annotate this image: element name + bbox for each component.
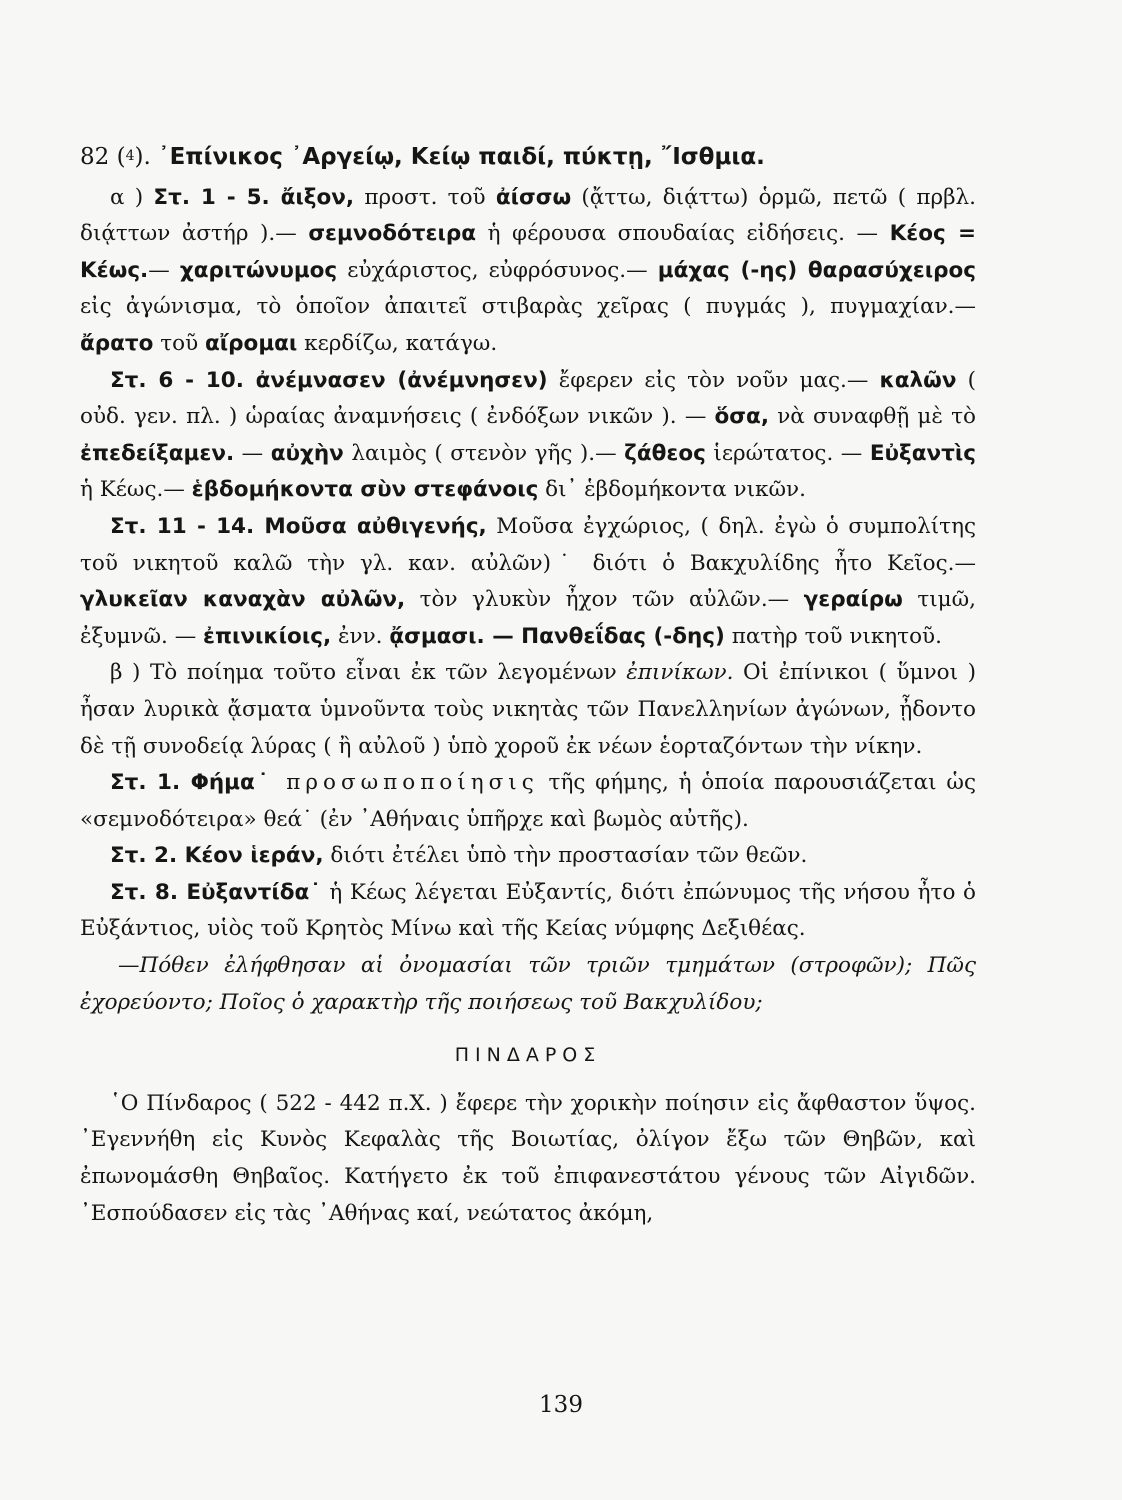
term: γεραίρω	[803, 587, 903, 613]
paragraph-st-11-14	[80, 509, 976, 655]
gloss: Μοῦσα ἐγχώριος, ( δηλ. ἐγὼ ὁ συμπολίτης τοῦ νικητοῦ καλῶ τὴν γλ. καν. αὐλῶν)˙ διότι ὁ Βακχυλίδης ἦτο Κεῖος.—	[80, 513, 976, 576]
term: ᾄσμασι. — Πανθεΐδας (-δης)	[389, 623, 725, 649]
gloss: προστ. τοῦ	[354, 184, 496, 210]
poem-number-sup: 4	[125, 148, 135, 164]
gloss: εὐχάριστος, εὐφρόσυνος.—	[337, 257, 658, 283]
term: ἐπινικίοις,	[203, 623, 332, 649]
term: ζάθεος	[624, 440, 706, 466]
term: ὅσα,	[714, 404, 769, 430]
poem-title: ᾿Επίνικος ᾿Αργείῳ, Κείῳ παιδί, πύκτῃ, ῎Ισθμια.	[158, 144, 765, 170]
term: ἀίσσω	[495, 184, 572, 210]
term: Στ. 8. Εὐξαντίδα˙	[110, 879, 322, 905]
gloss: (ᾄττω, διᾴττω) ὁρμῶ, πετῶ ( πρβλ. διᾴττων ἀστήρ ).—	[80, 184, 977, 247]
paragraph-a	[80, 180, 976, 363]
term: μάχας (-ης) θαρασύχειρος	[657, 257, 976, 283]
study-question: —Πόθεν ἐλήφθησαν αἱ ὀνομασίαι τῶν τριῶν τμημάτων (στροφῶν); Πῶς ἐχορεύοντο; Ποῖος ὁ χαρακτὴρ τῆς ποιήσεως τοῦ Βακχυλίδου;	[80, 953, 976, 1015]
gloss: ( οὐδ. γεν. πλ. ) ὡραίας ἀναμνήσεις ( ἐνδόξων νικῶν ). —	[80, 367, 976, 430]
gloss: ἡ Κέως λέγεται Εὐξαντίς, διότι ἐπώνυμος τῆς νήσου ἦτο ὁ Εὐξάντιος, υἱὸς τοῦ Κρητὸς Μίνω καὶ τῆς Κείας νύμφης Δεξιθέας.	[80, 879, 976, 942]
term: γλυκεῖαν καναχὰν αὐλῶν,	[80, 587, 406, 613]
term: αἴρομαι	[205, 330, 298, 356]
gloss: ἔφερεν εἰς τὸν νοῦν μας.—	[547, 367, 880, 393]
term: Κέος = Κέως.	[80, 221, 976, 283]
term: Στ. 1 - 5. ἄιξον,	[153, 184, 355, 210]
gloss: νὰ συναφθῇ μὲ τὸ	[769, 404, 976, 430]
term: ἄρατο	[80, 330, 154, 356]
gloss: —	[148, 257, 180, 283]
gloss: ἡ φέρουσα σπουδαίας εἰδήσεις. —	[476, 221, 890, 247]
paragraph-st-8	[80, 875, 976, 948]
gloss: λαιμὸς ( στενὸν γῆς ).—	[343, 440, 625, 466]
paragraph-st-2	[80, 838, 976, 875]
gloss: διότι ἐτέλει ὑπὸ τὴν προστασίαν τῶν θεῶν.	[323, 843, 808, 869]
gloss: τιμῶ, ἐξυμνῶ. —	[80, 587, 976, 649]
body-text: β ) Τὸ ποίημα τοῦτο εἶναι ἐκ τῶν λεγομένων	[110, 660, 627, 686]
label-a: α )	[110, 184, 154, 210]
term: Στ. 11 - 14. Μοῦσα αὐθιγενής,	[110, 513, 487, 539]
term: Στ. 2. Κέον ἱεράν,	[110, 843, 324, 869]
term: χαριτώνυμος	[179, 257, 338, 283]
paragraph-st-6-10	[80, 363, 976, 509]
term: ἐπεδείξαμεν.	[80, 440, 235, 466]
term: Στ. 6 - 10. ἀνέμνασεν (ἀνέμνησεν)	[110, 367, 548, 393]
term: Στ. 1. Φήμα˙	[110, 770, 272, 796]
poem-number-close: ).	[134, 144, 159, 170]
poem-header	[80, 138, 976, 176]
page-body	[80, 138, 976, 1232]
gloss: δι᾿ ἑβδομήκοντα νικῶν.	[538, 477, 806, 503]
gloss: τὸν γλυκὺν ἦχον τῶν αὐλῶν.—	[405, 587, 804, 613]
paragraph-st-1	[80, 765, 976, 838]
italic-term: ἐπινίκων.	[626, 660, 734, 686]
term: αὐχὴν	[270, 440, 344, 466]
spaced-term: προσωποποίησις	[271, 770, 539, 796]
paragraph-b	[80, 655, 976, 765]
gloss: κερδίζω, κατάγω.	[297, 330, 498, 356]
page-number: 139	[539, 1392, 583, 1418]
term: ἑβδομήκοντα σὺν στεφάνοις	[191, 477, 539, 503]
gloss: —	[234, 440, 271, 466]
poem-number: 82 (	[80, 144, 126, 170]
gloss: τοῦ	[153, 330, 206, 356]
section-heading-pindar: ΠΙΝΔΑΡΟΣ	[454, 1044, 602, 1067]
gloss: ἱερώτατος. —	[705, 440, 870, 466]
gloss: πατὴρ τοῦ νικητοῦ.	[724, 623, 942, 649]
paragraph-pindar: ῾Ο Πίνδαρος ( 522 - 442 π.Χ. ) ἔφερε τὴν χορικὴν ποίησιν εἰς ἄφθαστον ὕψος. ᾿Εγεννήθη εἰς Κυνὸς Κεφαλὰς τῆς Βοιωτίας, ὀλίγον ἔξω τῶν Θηβῶν, καὶ ἐπωνομάσθη Θηβαῖος. Κατήγετο ἐκ τοῦ ἐπιφανεστάτου γένους τῶν Αἰγιδῶν. ᾿Εσπούδασεν εἰς τὰς ᾿Αθήνας καί, νεώτατος ἀκόμη,	[80, 1090, 976, 1226]
gloss: ἡ Κέως.—	[80, 477, 192, 503]
gloss: ἐνν.	[331, 623, 390, 649]
term: σεμνοδότειρα	[308, 221, 477, 247]
term: Εὐξαντὶς	[869, 440, 976, 466]
gloss: εἰς ἀγώνισμα, τὸ ὁποῖον ἀπαιτεῖ στιβαρὰς χεῖρας ( πυγμάς ), πυγμαχίαν.—	[80, 294, 976, 320]
term: καλῶν	[879, 367, 957, 393]
body-text: Οἱ ἐπίνικοι ( ὕμνοι ) ἦσαν λυρικὰ ᾄσματα ὑμνοῦντα τοὺς νικητὰς τῶν Πανελληνίων ἀγώνων, ᾖδοντο δὲ τῇ συνοδείᾳ λύρας ( ἢ αὐλοῦ ) ὑπὸ χοροῦ ἐκ νέων ἑορταζόντων τὴν νίκην.	[80, 660, 976, 759]
gloss: τῆς φήμης, ἡ ὁποία παρουσιάζεται ὡς «σεμνοδότειρα» θεά˙ (ἐν ᾿Αθήναις ὑπῆρχε καὶ βωμὸς αὐτῆς).	[80, 770, 976, 832]
